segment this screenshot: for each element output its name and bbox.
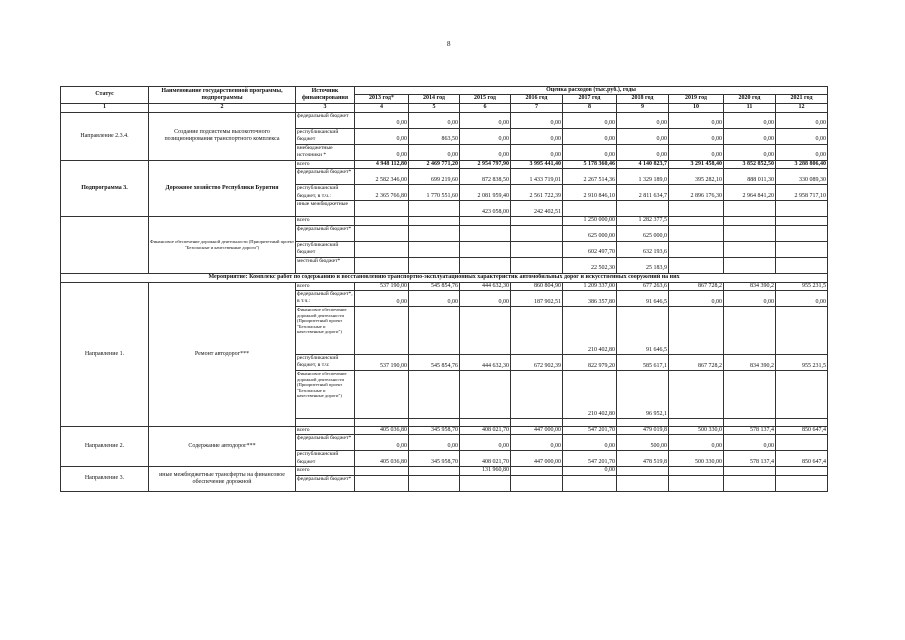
value-cell bbox=[776, 241, 828, 257]
header-year: 2020 год bbox=[724, 95, 776, 103]
value-cell bbox=[409, 217, 460, 225]
value-cell: 0,00 bbox=[617, 128, 669, 144]
value-cell bbox=[460, 475, 511, 491]
source-cell: федеральный бюджет* bbox=[296, 225, 355, 241]
value-cell: 0,00 bbox=[409, 435, 460, 451]
value-cell: 0,00 bbox=[355, 144, 409, 160]
value-cell bbox=[511, 475, 563, 491]
source-cell: федеральный бюджет*, в т.ч.: bbox=[296, 291, 355, 307]
value-cell: 405 036,80 bbox=[355, 451, 409, 467]
header-source: Источник финансирования bbox=[296, 87, 355, 104]
value-cell: 0,00 bbox=[511, 435, 563, 451]
value-cell: 2 469 771,20 bbox=[409, 160, 460, 168]
sub3-row bbox=[61, 160, 828, 168]
value-cell bbox=[724, 225, 776, 241]
value-cell: 3 995 441,40 bbox=[511, 160, 563, 168]
column-number: 6 bbox=[460, 103, 511, 112]
value-cell: 0,00 bbox=[669, 128, 724, 144]
source-cell: всего bbox=[296, 427, 355, 435]
value-cell: 3 291 458,40 bbox=[669, 160, 724, 168]
source-cell: республиканский бюджет bbox=[296, 451, 355, 467]
value-cell bbox=[724, 419, 776, 427]
value-cell: 0,00 bbox=[460, 435, 511, 451]
value-cell bbox=[355, 201, 409, 217]
value-cell: 0,00 bbox=[724, 112, 776, 128]
value-cell bbox=[355, 475, 409, 491]
value-cell bbox=[724, 371, 776, 419]
source-cell: федеральный бюджет* bbox=[296, 169, 355, 185]
source-cell: всего bbox=[296, 160, 355, 168]
value-cell: 408 021,70 bbox=[460, 451, 511, 467]
value-cell: 625 000,00 bbox=[563, 225, 617, 241]
value-cell: 500 330,00 bbox=[669, 451, 724, 467]
value-cell: 537 190,00 bbox=[355, 282, 409, 290]
value-cell bbox=[355, 419, 409, 427]
value-cell: 2 896 176,30 bbox=[669, 185, 724, 201]
dir_234-name: Создание подсистемы высокоточного позиционирования транспортного комплекса bbox=[149, 112, 296, 160]
value-cell bbox=[776, 225, 828, 241]
source-cell: федеральный бюджет bbox=[296, 112, 355, 128]
event-row bbox=[61, 273, 828, 282]
header-status: Статус bbox=[61, 87, 149, 104]
value-cell bbox=[355, 217, 409, 225]
value-cell: 0,00 bbox=[563, 144, 617, 160]
value-cell bbox=[776, 201, 828, 217]
value-cell bbox=[724, 475, 776, 491]
header-year: 2018 год bbox=[617, 95, 669, 103]
value-cell bbox=[355, 467, 409, 475]
value-cell: 0,00 bbox=[776, 128, 828, 144]
value-cell bbox=[511, 307, 563, 355]
value-cell: 4 948 112,80 bbox=[355, 160, 409, 168]
source-cell: всего bbox=[296, 282, 355, 290]
value-cell: 2 582 346,00 bbox=[355, 169, 409, 185]
value-cell: 0,00 bbox=[355, 435, 409, 451]
header-year: 2013 год* bbox=[355, 95, 409, 103]
value-cell: 545 854,76 bbox=[409, 355, 460, 371]
header-year: 2019 год bbox=[669, 95, 724, 103]
value-cell: 625 000,0 bbox=[617, 225, 669, 241]
value-cell: 444 632,30 bbox=[460, 355, 511, 371]
value-cell: 0,00 bbox=[460, 128, 511, 144]
value-cell: 602 497,70 bbox=[563, 241, 617, 257]
value-cell: 0,00 bbox=[409, 112, 460, 128]
value-cell: 850 647,4 bbox=[776, 427, 828, 435]
dir_234-status: Направление 2.3.4. bbox=[61, 112, 149, 160]
dir2-row bbox=[61, 427, 828, 435]
value-cell bbox=[776, 419, 828, 427]
value-cell: 96 952,1 bbox=[617, 371, 669, 419]
value-cell bbox=[511, 371, 563, 419]
value-cell: 210 402,80 bbox=[563, 307, 617, 355]
value-cell bbox=[409, 419, 460, 427]
value-cell: 1 770 551,60 bbox=[409, 185, 460, 201]
value-cell: 405 036,80 bbox=[355, 427, 409, 435]
value-cell bbox=[409, 257, 460, 273]
value-cell: 0,00 bbox=[409, 291, 460, 307]
value-cell: 500,00 bbox=[617, 435, 669, 451]
value-cell bbox=[409, 371, 460, 419]
value-cell: 0,00 bbox=[563, 128, 617, 144]
header-year: 2021 год bbox=[776, 95, 828, 103]
value-cell: 5 178 360,46 bbox=[563, 160, 617, 168]
dir1-name: Ремонт автодорог*** bbox=[149, 282, 296, 426]
header-year: 2015 год bbox=[460, 95, 511, 103]
value-cell bbox=[409, 307, 460, 355]
value-cell: 386 357,80 bbox=[563, 291, 617, 307]
source-cell: всего bbox=[296, 217, 355, 225]
source-cell: федеральный бюджет* bbox=[296, 435, 355, 451]
value-cell: 1 209 337,00 bbox=[563, 282, 617, 290]
priority-row bbox=[61, 217, 828, 225]
value-cell: 1 433 719,01 bbox=[511, 169, 563, 185]
value-cell: 0,00 bbox=[511, 112, 563, 128]
value-cell: 2 365 766,80 bbox=[355, 185, 409, 201]
value-cell bbox=[511, 217, 563, 225]
value-cell: 0,00 bbox=[563, 467, 617, 475]
value-cell bbox=[669, 217, 724, 225]
value-cell bbox=[776, 371, 828, 419]
column-number: 9 bbox=[617, 103, 669, 112]
source-cell: внебюджетные источники * bbox=[296, 144, 355, 160]
value-cell: 2 954 797,90 bbox=[460, 160, 511, 168]
value-cell: 91 646,5 bbox=[617, 307, 669, 355]
dir3-row bbox=[61, 467, 828, 475]
value-cell: 822 979,20 bbox=[563, 355, 617, 371]
value-cell: 500 330,0 bbox=[669, 427, 724, 435]
value-cell: 444 632,30 bbox=[460, 282, 511, 290]
value-cell: 2 964 841,20 bbox=[724, 185, 776, 201]
value-cell: 888 011,30 bbox=[724, 169, 776, 185]
value-cell: 0,00 bbox=[776, 112, 828, 128]
value-cell bbox=[511, 467, 563, 475]
priority-name: Финансовое обеспечение дорожной деятельности (Приоритетный проект "Безопасные и качественные дороги") bbox=[149, 217, 296, 273]
value-cell bbox=[724, 201, 776, 217]
value-cell: 2 267 514,36 bbox=[563, 169, 617, 185]
value-cell bbox=[724, 241, 776, 257]
value-cell bbox=[409, 475, 460, 491]
value-cell bbox=[460, 225, 511, 241]
value-cell: 1 250 000,00 bbox=[563, 217, 617, 225]
column-number: 4 bbox=[355, 103, 409, 112]
value-cell: 2 958 717,10 bbox=[776, 185, 828, 201]
value-cell: 478 519,8 bbox=[617, 451, 669, 467]
value-cell: 447 000,00 bbox=[511, 451, 563, 467]
source-cell: республиканский бюджет, в т.ч.: bbox=[296, 185, 355, 201]
value-cell bbox=[355, 225, 409, 241]
value-cell bbox=[460, 307, 511, 355]
dir3-status: Направление 3. bbox=[61, 467, 149, 491]
value-cell bbox=[511, 241, 563, 257]
source-cell: местный бюджет* bbox=[296, 257, 355, 273]
value-cell: 537 190,00 bbox=[355, 355, 409, 371]
source-cell bbox=[296, 419, 355, 427]
sub3-status: Подпрограмма 3. bbox=[61, 160, 149, 216]
value-cell bbox=[355, 307, 409, 355]
source-cell: республиканский бюджет, в т.ч: bbox=[296, 355, 355, 371]
value-cell: 242 402,51 bbox=[511, 201, 563, 217]
value-cell: 872 838,50 bbox=[460, 169, 511, 185]
value-cell bbox=[669, 467, 724, 475]
value-cell: 0,00 bbox=[776, 144, 828, 160]
source-cell: иные межбюджетные bbox=[296, 201, 355, 217]
value-cell: 22 502,30 bbox=[563, 257, 617, 273]
value-cell: 0,00 bbox=[563, 112, 617, 128]
value-cell: 834 390,2 bbox=[724, 282, 776, 290]
source-cell: Финансовое обеспечение дорожной деятельности (Приоритетный проект "Безопасные и качественные дороги") bbox=[296, 371, 355, 419]
value-cell: 0,00 bbox=[617, 112, 669, 128]
column-number: 11 bbox=[724, 103, 776, 112]
column-number: 7 bbox=[511, 103, 563, 112]
value-cell: 91 646,5 bbox=[617, 291, 669, 307]
value-cell bbox=[409, 241, 460, 257]
header-year: 2017 год bbox=[563, 95, 617, 103]
dir1-status: Направление 1. bbox=[61, 282, 149, 426]
value-cell bbox=[511, 257, 563, 273]
dir2-status: Направление 2. bbox=[61, 427, 149, 467]
value-cell: 0,00 bbox=[355, 291, 409, 307]
value-cell: 0,00 bbox=[563, 435, 617, 451]
value-cell: 479 019,8 bbox=[617, 427, 669, 435]
value-cell: 330 089,30 bbox=[776, 169, 828, 185]
value-cell bbox=[355, 257, 409, 273]
value-cell bbox=[669, 225, 724, 241]
value-cell: 0,00 bbox=[511, 128, 563, 144]
value-cell: 0,00 bbox=[724, 291, 776, 307]
value-cell: 0,00 bbox=[724, 144, 776, 160]
value-cell bbox=[617, 475, 669, 491]
value-cell bbox=[776, 435, 828, 451]
value-cell: 1 282 377,5 bbox=[617, 217, 669, 225]
value-cell: 677 263,6 bbox=[617, 282, 669, 290]
dir3-name: иные межбюджетные трансферты на финансовое обеспечение дорожной bbox=[149, 467, 296, 491]
source-cell: всего bbox=[296, 467, 355, 475]
value-cell: 699 219,60 bbox=[409, 169, 460, 185]
header-year: 2016 год bbox=[511, 95, 563, 103]
value-cell bbox=[776, 467, 828, 475]
column-number: 12 bbox=[776, 103, 828, 112]
value-cell: 3 852 852,50 bbox=[724, 160, 776, 168]
value-cell: 2 910 846,10 bbox=[563, 185, 617, 201]
value-cell bbox=[724, 217, 776, 225]
value-cell bbox=[776, 475, 828, 491]
value-cell: 2 811 634,7 bbox=[617, 185, 669, 201]
value-cell: 408 021,70 bbox=[460, 427, 511, 435]
column-number: 2 bbox=[149, 103, 296, 112]
value-cell: 0,00 bbox=[669, 144, 724, 160]
value-cell bbox=[563, 419, 617, 427]
value-cell: 1 329 189,0 bbox=[617, 169, 669, 185]
value-cell: 4 140 823,7 bbox=[617, 160, 669, 168]
value-cell: 0,00 bbox=[460, 291, 511, 307]
value-cell: 2 561 722,39 bbox=[511, 185, 563, 201]
value-cell bbox=[669, 241, 724, 257]
column-number: 3 bbox=[296, 103, 355, 112]
value-cell: 345 958,70 bbox=[409, 451, 460, 467]
value-cell bbox=[724, 307, 776, 355]
header-name: Наименование государственной программы, подпрограммы bbox=[149, 87, 296, 104]
value-cell: 0,00 bbox=[355, 112, 409, 128]
value-cell: 578 137,4 bbox=[724, 427, 776, 435]
value-cell bbox=[460, 217, 511, 225]
value-cell bbox=[617, 419, 669, 427]
dir_234-row bbox=[61, 112, 828, 128]
value-cell bbox=[724, 467, 776, 475]
source-cell: республиканский бюджет bbox=[296, 128, 355, 144]
dir1-row bbox=[61, 282, 828, 290]
event-title: Мероприятие: Комплекс работ по содержанию и восстановлению транспортно-эксплуатационных характеристик автомобильных дорог и искусственных сооружений на них bbox=[61, 273, 828, 282]
value-cell bbox=[409, 201, 460, 217]
value-cell: 0,00 bbox=[355, 128, 409, 144]
value-cell bbox=[460, 257, 511, 273]
value-cell bbox=[460, 241, 511, 257]
value-cell: 860 804,90 bbox=[511, 282, 563, 290]
value-cell: 131 960,80 bbox=[460, 467, 511, 475]
value-cell bbox=[724, 257, 776, 273]
value-cell bbox=[511, 225, 563, 241]
value-cell bbox=[460, 419, 511, 427]
value-cell: 672 902,39 bbox=[511, 355, 563, 371]
column-number: 10 bbox=[669, 103, 724, 112]
value-cell: 632 193,6 bbox=[617, 241, 669, 257]
header-year: 2014 год bbox=[409, 95, 460, 103]
value-cell: 423 058,00 bbox=[460, 201, 511, 217]
column-number: 8 bbox=[563, 103, 617, 112]
source-cell: Финансовое обеспечение дорожной деятельности (Приоритетный проект "Безопасные и качественные дороги") bbox=[296, 307, 355, 355]
column-numbers bbox=[61, 103, 828, 112]
value-cell: 0,00 bbox=[511, 144, 563, 160]
value-cell bbox=[355, 241, 409, 257]
value-cell: 0,00 bbox=[617, 144, 669, 160]
value-cell: 0,00 bbox=[724, 435, 776, 451]
value-cell bbox=[563, 201, 617, 217]
value-cell: 850 647,4 bbox=[776, 451, 828, 467]
page-number: 8 bbox=[447, 40, 451, 48]
value-cell: 187 902,51 bbox=[511, 291, 563, 307]
value-cell bbox=[776, 257, 828, 273]
value-cell: 867 728,2 bbox=[669, 282, 724, 290]
value-cell bbox=[669, 371, 724, 419]
value-cell bbox=[776, 217, 828, 225]
value-cell: 867 728,2 bbox=[669, 355, 724, 371]
value-cell bbox=[355, 371, 409, 419]
value-cell: 0,00 bbox=[460, 144, 511, 160]
value-cell: 210 402,80 bbox=[563, 371, 617, 419]
value-cell bbox=[776, 307, 828, 355]
value-cell: 834 390,2 bbox=[724, 355, 776, 371]
value-cell: 578 137,4 bbox=[724, 451, 776, 467]
value-cell bbox=[460, 371, 511, 419]
value-cell: 547 201,70 bbox=[563, 451, 617, 467]
value-cell: 3 288 806,40 bbox=[776, 160, 828, 168]
sub3-name: Дорожное хозяйство Республики Бурятия bbox=[149, 160, 296, 216]
value-cell bbox=[511, 419, 563, 427]
value-cell: 25 183,9 bbox=[617, 257, 669, 273]
value-cell bbox=[617, 201, 669, 217]
dir2-name: Содержание автодорог*** bbox=[149, 427, 296, 467]
value-cell: 547 201,70 bbox=[563, 427, 617, 435]
value-cell: 0,00 bbox=[409, 144, 460, 160]
value-cell: 395 282,10 bbox=[669, 169, 724, 185]
value-cell: 447 000,00 bbox=[511, 427, 563, 435]
value-cell: 585 617,1 bbox=[617, 355, 669, 371]
value-cell: 955 231,5 bbox=[776, 355, 828, 371]
value-cell: 0,00 bbox=[669, 112, 724, 128]
value-cell bbox=[409, 225, 460, 241]
value-cell: 345 958,70 bbox=[409, 427, 460, 435]
value-cell bbox=[409, 467, 460, 475]
value-cell bbox=[669, 475, 724, 491]
value-cell bbox=[617, 467, 669, 475]
value-cell: 0,00 bbox=[460, 112, 511, 128]
expenditure-table bbox=[60, 86, 828, 492]
priority-status bbox=[61, 217, 149, 273]
header-estimate: Оценка расходов (тыс.руб.), годы bbox=[355, 87, 828, 95]
value-cell: 0,00 bbox=[724, 128, 776, 144]
value-cell bbox=[669, 419, 724, 427]
value-cell: 2 081 959,40 bbox=[460, 185, 511, 201]
value-cell: 863,50 bbox=[409, 128, 460, 144]
column-number: 1 bbox=[61, 103, 149, 112]
value-cell: 955 231,5 bbox=[776, 282, 828, 290]
value-cell: 0,00 bbox=[776, 291, 828, 307]
source-cell: федеральный бюджет* bbox=[296, 475, 355, 491]
value-cell: 545 854,76 bbox=[409, 282, 460, 290]
source-cell: республиканский бюджет bbox=[296, 241, 355, 257]
value-cell: 0,00 bbox=[669, 435, 724, 451]
value-cell bbox=[669, 257, 724, 273]
value-cell: 0,00 bbox=[669, 291, 724, 307]
value-cell bbox=[563, 475, 617, 491]
value-cell bbox=[669, 307, 724, 355]
value-cell bbox=[669, 201, 724, 217]
column-number: 5 bbox=[409, 103, 460, 112]
